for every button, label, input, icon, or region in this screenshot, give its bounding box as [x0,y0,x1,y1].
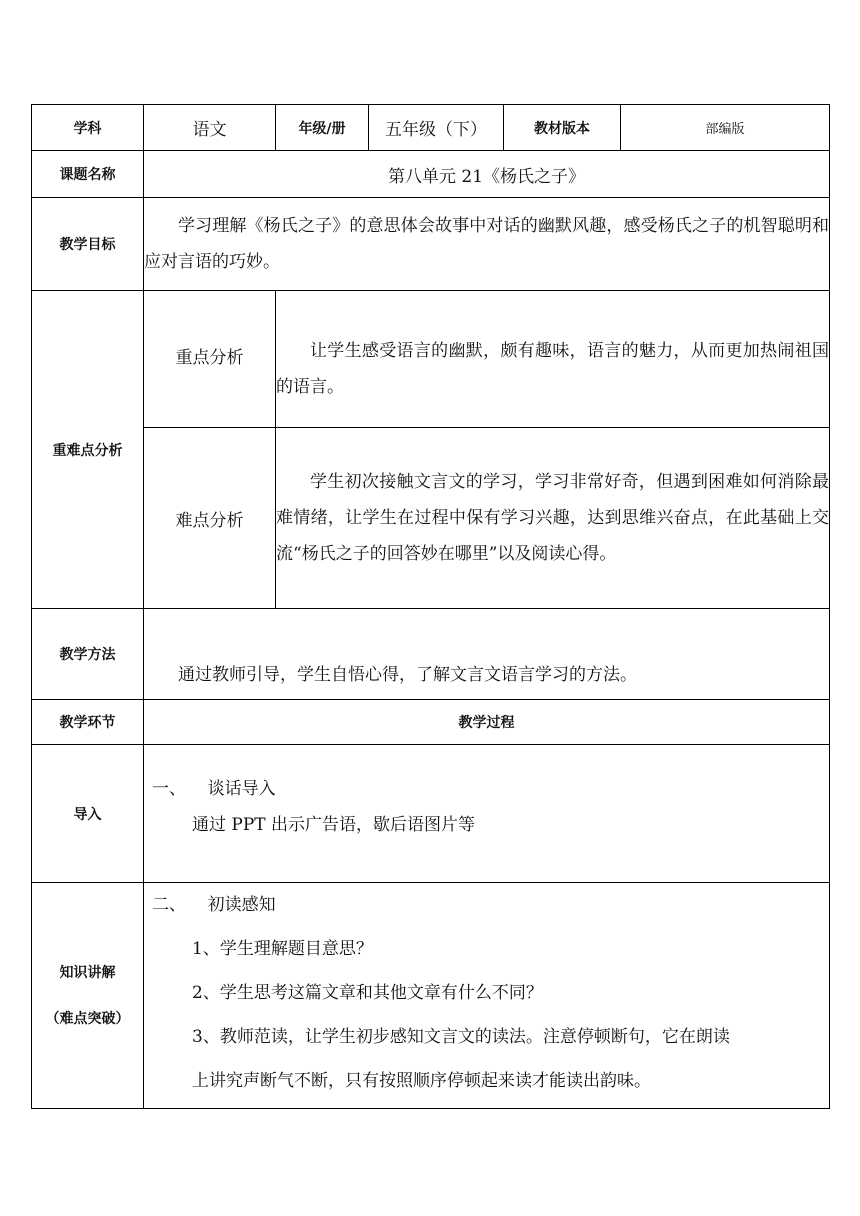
header-row [32,105,830,151]
knowledge-item-2: 2、学生思考这篇文章和其他文章有什么不同？ [192,983,543,1003]
intro-line: 通过 PPT 出示广告语，歇后语图片等 [192,815,476,835]
intro-heading: 一、 谈话导入 [152,779,276,799]
method-label: 教学方法 [32,609,144,700]
key-analysis-row [32,291,830,428]
analysis-label: 重难点分析 [32,291,144,609]
goal-label: 教学目标 [32,198,144,291]
lesson-row [32,151,830,198]
process-step-label: 教学环节 [32,700,144,745]
knowledge-content [144,883,830,1109]
hard-analysis-label: 难点分析 [144,428,276,609]
knowledge-item-3a: 3、教师范读，让学生初步感知文言文的读法。注意停顿断句，它在朗读 [192,1027,730,1047]
knowledge-label-line1: 知识讲解 [59,964,116,981]
grade-label: 年级/册 [276,105,369,151]
knowledge-heading: 二、 初读感知 [152,895,276,915]
intro-row [32,745,830,883]
knowledge-label-line2: （难点突破） [45,1010,130,1027]
lesson-plan-table [31,104,830,1109]
grade-value: 五年级（下） [369,105,504,151]
knowledge-row [32,883,830,1109]
knowledge-item-3b: 上讲究声断气不断，只有按照顺序停顿起来读才能读出韵味。 [192,1071,651,1091]
intro-content [144,745,830,883]
key-analysis-label: 重点分析 [144,291,276,428]
hard-analysis-text: 学生初次接触文言文的学习，学习非常好奇，但遇到困难如何消除最难情绪，让学生在过程中保有学习兴趣，达到思维兴奋点，在此基础上交流“杨氏之子的回答妙在哪里”以及阅读心得。 [276,428,830,609]
method-row [32,609,830,700]
edition-value: 部编版 [621,105,830,151]
goal-row [32,198,830,291]
process-header-row [32,700,830,745]
goal-text: 学习理解《杨氏之子》的意思体会故事中对话的幽默风趣，感受杨氏之子的机智聪明和应对言语的巧妙。 [144,198,830,291]
intro-label: 导入 [32,745,144,883]
method-text: 通过教师引导，学生自悟心得，了解文言文语言学习的方法。 [144,609,830,700]
key-analysis-text: 让学生感受语言的幽默，颇有趣味，语言的魅力，从而更加热闹祖国的语言。 [276,291,830,428]
knowledge-label [32,883,144,1109]
hard-analysis-row [32,428,830,609]
process-title: 教学过程 [144,700,830,745]
subject-value: 语文 [144,105,276,151]
knowledge-item-1: 1、学生理解题目意思？ [192,939,373,959]
lesson-title: 第八单元 21《杨氏之子》 [144,151,830,198]
edition-label: 教材版本 [504,105,621,151]
subject-label: 学科 [32,105,144,151]
lesson-label: 课题名称 [32,151,144,198]
